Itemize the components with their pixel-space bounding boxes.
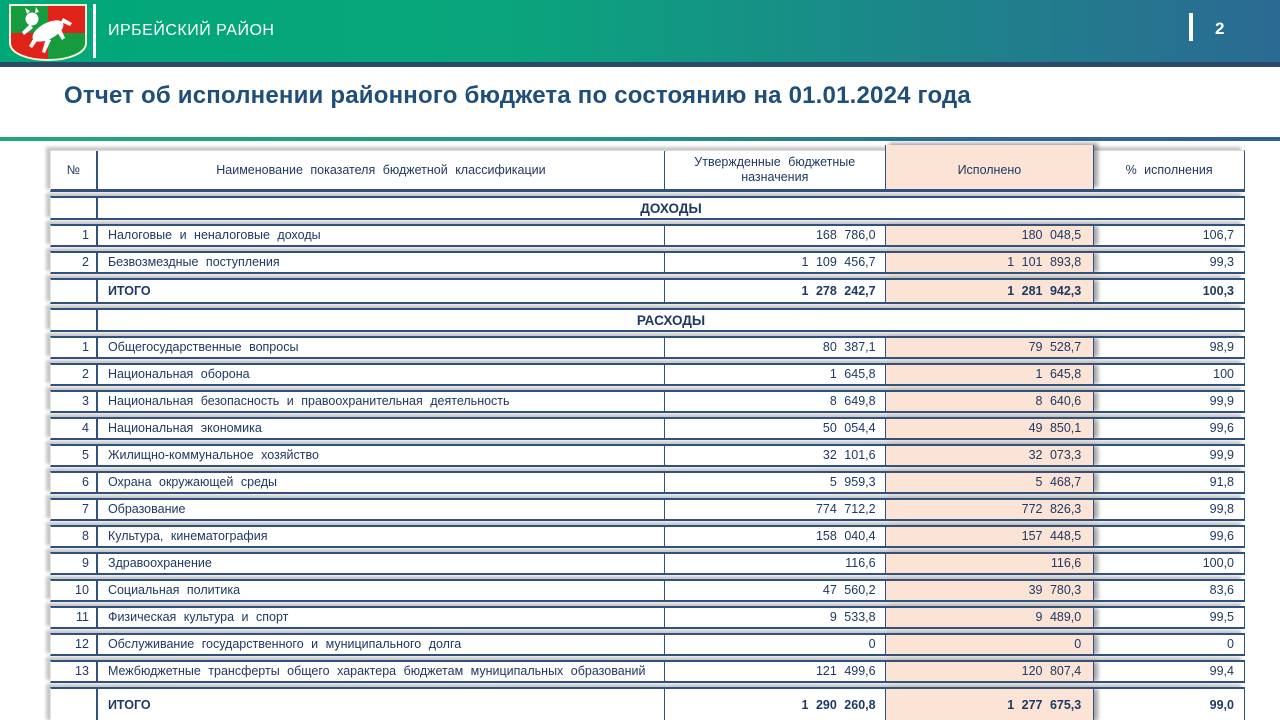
approved-value: 32 101,6 bbox=[822, 448, 876, 462]
row-number: 6 bbox=[51, 473, 98, 492]
approved-value: 1 645,8 bbox=[829, 367, 876, 381]
row-number: 2 bbox=[51, 253, 98, 272]
executed-value: 5 468,7 bbox=[885, 473, 1095, 492]
executed-value: 8 640,6 bbox=[885, 392, 1095, 411]
col-header-number: № bbox=[51, 151, 98, 189]
total-number-cell bbox=[51, 689, 98, 720]
approved-value: 168 786,0 bbox=[815, 228, 876, 242]
row-number: 4 bbox=[51, 419, 98, 438]
row-number: 3 bbox=[51, 392, 98, 411]
percent-value: 106,7 bbox=[1202, 228, 1234, 242]
percent-value: 100 bbox=[1213, 367, 1234, 381]
table-row bbox=[50, 390, 1245, 413]
row-name: Национальная экономика bbox=[98, 419, 665, 438]
banner-divider bbox=[93, 4, 96, 58]
approved-value: 1 109 456,7 bbox=[801, 255, 876, 269]
approved-value: 5 959,3 bbox=[829, 475, 876, 489]
coat-of-arms-icon bbox=[8, 4, 88, 61]
total-percent-value: 99,0 bbox=[1209, 697, 1234, 712]
table-row bbox=[50, 471, 1245, 494]
executed-value: 1 645,8 bbox=[885, 365, 1095, 384]
table-row bbox=[50, 552, 1245, 575]
row-number: 5 bbox=[51, 446, 98, 465]
executed-value: 79 528,7 bbox=[885, 338, 1095, 357]
top-banner bbox=[0, 0, 1280, 62]
row-name: Охрана окружающей среды bbox=[98, 473, 665, 492]
table-row bbox=[50, 444, 1245, 467]
slide-title: Отчет об исполнении районного бюджета по состоянию на 01.01.2024 года bbox=[64, 82, 971, 109]
total-row bbox=[50, 278, 1245, 304]
row-name: Обслуживание государственного и муниципального долга bbox=[98, 635, 665, 654]
executed-value: 9 489,0 bbox=[885, 608, 1095, 627]
row-number: 12 bbox=[51, 635, 98, 654]
table-row bbox=[50, 606, 1245, 629]
row-name: Межбюджетные трансферты общего характера бюджетам муниципальных образований bbox=[98, 662, 665, 681]
row-name: Социальная политика bbox=[98, 581, 665, 600]
row-name: Национальная оборона bbox=[98, 365, 665, 384]
executed-value: 32 073,3 bbox=[885, 446, 1095, 465]
executed-value: 39 780,3 bbox=[885, 581, 1095, 600]
executed-value: 116,6 bbox=[885, 554, 1095, 573]
percent-value: 99,5 bbox=[1209, 610, 1234, 624]
row-name: Здравоохранение bbox=[98, 554, 665, 573]
approved-value: 116,6 bbox=[845, 556, 876, 570]
executed-value: 1 101 893,8 bbox=[885, 253, 1095, 272]
percent-value: 98,9 bbox=[1209, 340, 1234, 354]
accent-rule bbox=[0, 137, 1280, 141]
executed-value: 180 048,5 bbox=[885, 226, 1095, 245]
row-number: 7 bbox=[51, 500, 98, 519]
table-row bbox=[50, 525, 1245, 548]
approved-value: 774 712,2 bbox=[815, 502, 876, 516]
total-number-cell bbox=[51, 280, 98, 302]
executed-value: 0 bbox=[885, 635, 1095, 654]
approved-value: 8 649,8 bbox=[829, 394, 876, 408]
row-name: Образование bbox=[98, 500, 665, 519]
banner-underline bbox=[0, 62, 1280, 67]
table-row bbox=[50, 224, 1245, 247]
row-name: Налоговые и неналоговые доходы bbox=[98, 226, 665, 245]
percent-value: 99,8 bbox=[1209, 502, 1234, 516]
col-header-percent: % исполнения bbox=[1125, 162, 1213, 177]
section-title: ДОХОДЫ bbox=[640, 200, 702, 216]
section-header-row bbox=[50, 196, 1245, 220]
row-name: Физическая культура и спорт bbox=[98, 608, 665, 627]
table-header-row bbox=[50, 150, 1245, 192]
table-row bbox=[50, 579, 1245, 602]
table-row bbox=[50, 336, 1245, 359]
section-number-cell bbox=[51, 310, 98, 330]
row-name: Жилищно-коммунальное хозяйство bbox=[98, 446, 665, 465]
total-approved-value: 1 290 260,8 bbox=[801, 697, 876, 712]
total-executed-value: 1 277 675,3 bbox=[885, 689, 1095, 720]
executed-value: 120 807,4 bbox=[885, 662, 1095, 681]
col-header-executed: Исполнено bbox=[885, 145, 1095, 189]
approved-value: 80 387,1 bbox=[822, 340, 876, 354]
percent-value: 0 bbox=[1227, 637, 1234, 651]
table-row bbox=[50, 498, 1245, 521]
table-row bbox=[50, 417, 1245, 440]
percent-value: 99,4 bbox=[1209, 664, 1234, 678]
region-name: ИРБЕЙСКИЙ РАЙОН bbox=[108, 22, 275, 39]
total-row bbox=[50, 687, 1245, 720]
total-percent-value: 100,3 bbox=[1202, 283, 1234, 298]
row-number: 13 bbox=[51, 662, 98, 681]
approved-value: 121 499,6 bbox=[815, 664, 876, 678]
percent-value: 99,9 bbox=[1209, 394, 1234, 408]
table-row bbox=[50, 363, 1245, 386]
budget-table bbox=[50, 150, 1245, 720]
percent-value: 99,3 bbox=[1209, 255, 1234, 269]
executed-value: 49 850,1 bbox=[885, 419, 1095, 438]
page-number-divider bbox=[1189, 13, 1193, 41]
row-number: 1 bbox=[51, 338, 98, 357]
page-number: 2 bbox=[1215, 19, 1225, 38]
row-number: 9 bbox=[51, 554, 98, 573]
table-row bbox=[50, 633, 1245, 656]
percent-value: 99,6 bbox=[1209, 421, 1234, 435]
table-row bbox=[50, 251, 1245, 274]
row-number: 1 bbox=[51, 226, 98, 245]
col-header-name: Наименование показателя бюджетной классификации bbox=[98, 151, 665, 189]
percent-value: 99,6 bbox=[1209, 529, 1234, 543]
row-number: 11 bbox=[51, 608, 98, 627]
row-number: 2 bbox=[51, 365, 98, 384]
approved-value: 50 054,4 bbox=[822, 421, 876, 435]
total-approved-value: 1 278 242,7 bbox=[801, 283, 876, 298]
section-header-row bbox=[50, 308, 1245, 332]
col-header-approved: Утвержденные бюджетные назначения bbox=[694, 155, 856, 184]
section-number-cell bbox=[51, 198, 98, 218]
total-executed-value: 1 281 942,3 bbox=[885, 280, 1095, 302]
percent-value: 83,6 bbox=[1209, 583, 1234, 597]
executed-value: 157 448,5 bbox=[885, 527, 1095, 546]
row-name: Культура, кинематография bbox=[98, 527, 665, 546]
percent-value: 99,9 bbox=[1209, 448, 1234, 462]
section-title: РАСХОДЫ bbox=[636, 312, 706, 328]
row-name: Безвозмездные поступления bbox=[98, 253, 665, 272]
approved-value: 47 560,2 bbox=[822, 583, 876, 597]
percent-value: 100,0 bbox=[1202, 556, 1234, 570]
approved-value: 9 533,8 bbox=[829, 610, 876, 624]
approved-value: 158 040,4 bbox=[815, 529, 876, 543]
approved-value: 0 bbox=[868, 637, 876, 651]
row-name: Общегосударственные вопросы bbox=[98, 338, 665, 357]
row-name: Национальная безопасность и правоохранительная деятельность bbox=[98, 392, 665, 411]
executed-value: 772 826,3 bbox=[885, 500, 1095, 519]
row-number: 8 bbox=[51, 527, 98, 546]
percent-value: 91,8 bbox=[1209, 475, 1234, 489]
total-label: ИТОГО bbox=[98, 689, 665, 720]
total-label: ИТОГО bbox=[98, 280, 665, 302]
row-number: 10 bbox=[51, 581, 98, 600]
table-row bbox=[50, 660, 1245, 683]
